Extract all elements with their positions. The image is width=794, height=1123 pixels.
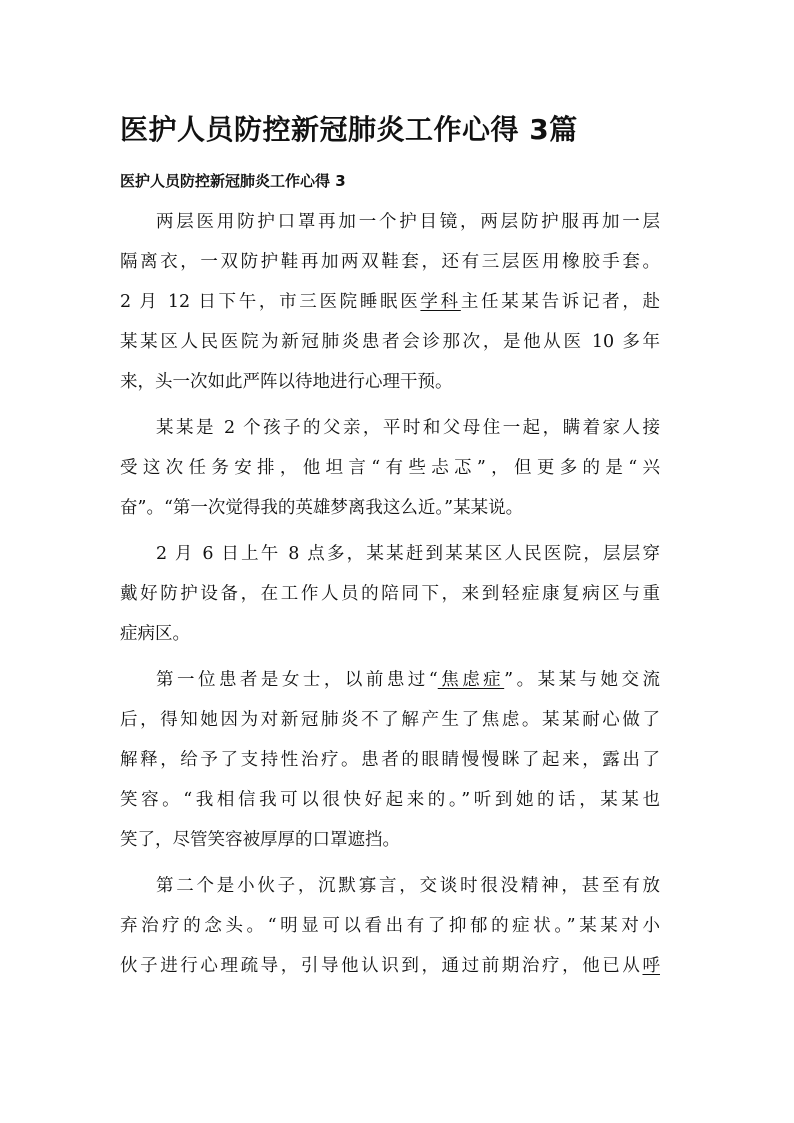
paragraph-2	[120, 408, 660, 528]
text-span: 2 月 12 日下午，市三医院睡眠医	[120, 292, 421, 312]
paragraph-line: 第二个是小伙子，沉默寡言，交谈时很没精神，甚至有放	[156, 876, 660, 896]
link-xueke[interactable]: 学科	[420, 292, 461, 312]
link-hu[interactable]: 呼	[642, 956, 660, 976]
paragraph-line: 后，得知她因为对新冠肺炎不了解产生了焦虑。某某耐心做了	[120, 710, 660, 730]
paragraph-line	[120, 946, 660, 986]
text-span: 伙子进行心理疏导，引导他认识到，通过前期治疗，他已从	[120, 956, 643, 976]
paragraph-line	[120, 660, 660, 700]
paragraph-line: 两层医用防护口罩再加一个护目镜，两层防护服再加一层	[156, 212, 660, 232]
paragraph-line: 戴好防护设备，在工作人员的陪同下，来到轻症康复病区与重	[120, 584, 660, 604]
paragraph-line: 2 月 6 日上午 8 点多，某某赶到某某区人民医院，层层穿	[156, 544, 660, 564]
paragraph-line: 来，头一次如此严阵以待地进行心理干预。	[120, 372, 453, 392]
text-span: 第一位患者是女士，以前患过“	[156, 670, 438, 690]
text-span: 主任某某告诉记者，赴	[460, 292, 661, 312]
paragraph-4	[120, 660, 660, 860]
paragraph-line: 弃治疗的念头。“明显可以看出有了抑郁的症状。”某某对小	[120, 916, 660, 936]
paragraph-line: 隔离衣，一双防护鞋再加两双鞋套，还有三层医用橡胶手套。	[120, 252, 660, 272]
link-jiaolvzheng[interactable]: 焦虑症	[437, 670, 505, 690]
paragraph-3	[120, 534, 660, 654]
paragraph-line: 某某区人民医院为新冠肺炎患者会诊那次，是他从医 10 多年	[120, 332, 660, 352]
paragraph-line: 笑容。“我相信我可以很快好起来的。”听到她的话，某某也	[120, 790, 660, 810]
paragraph-line: 笑了，尽管笑容被厚厚的口罩遮挡。	[120, 830, 400, 850]
document-title: 医护人员防控新冠肺炎工作心得 3篇	[120, 113, 578, 146]
paragraph-line: 症病区。	[120, 624, 190, 644]
paragraph-line: 奋”。“第一次觉得我的英雄梦离我这么近。”某某说。	[120, 498, 524, 518]
document-subtitle: 医护人员防控新冠肺炎工作心得 3	[120, 172, 346, 190]
paragraph-line: 某某是 2 个孩子的父亲，平时和父母住一起，瞒着家人接	[156, 418, 660, 438]
paragraph-1	[120, 202, 660, 402]
paragraph-5	[120, 866, 660, 986]
paragraph-line: 受这次任务安排，他坦言“有些忐忑”，但更多的是“兴	[120, 458, 660, 478]
document-body	[120, 202, 660, 986]
text-span: ”。某某与她交流	[504, 670, 660, 690]
paragraph-line	[120, 282, 660, 322]
paragraph-line: 解释，给予了支持性治疗。患者的眼睛慢慢眯了起来，露出了	[120, 750, 660, 770]
